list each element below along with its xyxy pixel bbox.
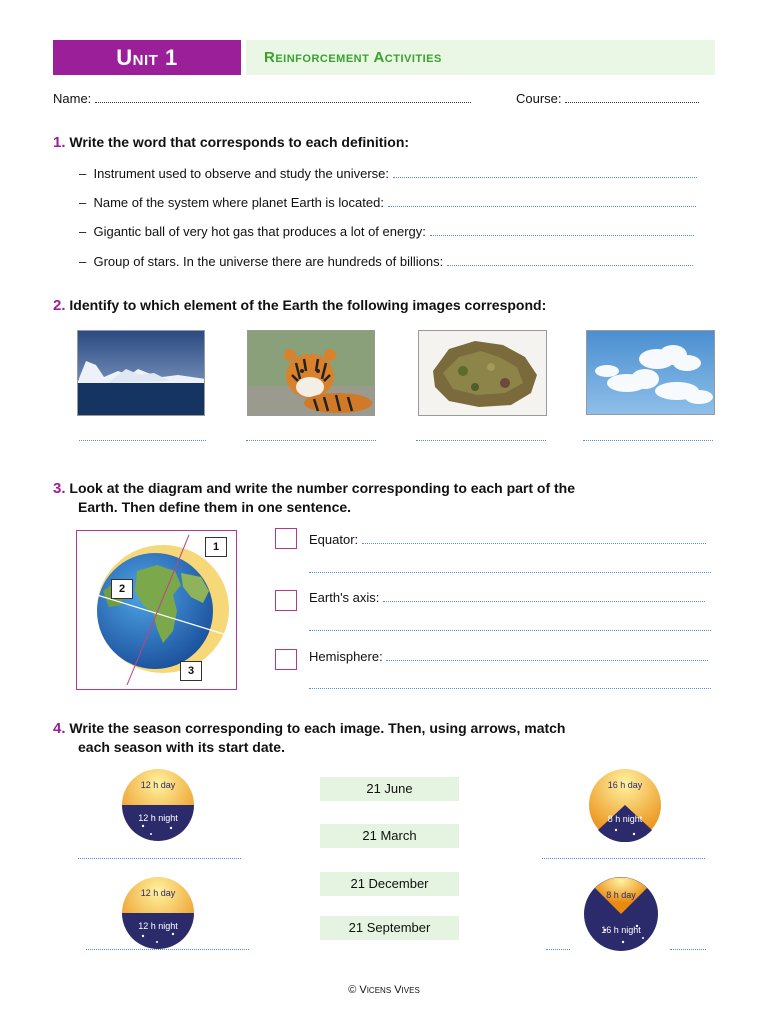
question-text-2: each season with its start date. [78, 739, 285, 755]
name-line [53, 91, 471, 106]
date-box[interactable]: 21 June [320, 777, 459, 801]
date-box[interactable]: 21 March [320, 824, 459, 848]
night-label: 12 h night [138, 813, 178, 823]
label-3: 3 [180, 661, 202, 681]
daylight-dial [121, 768, 195, 842]
item-text: Gigantic ball of very hot gas that produces a lot of energy: [93, 224, 426, 239]
answer-line[interactable] [386, 650, 708, 661]
question-2 [53, 296, 546, 315]
question-text: Identify to which element of the Earth the following images correspond: [69, 297, 547, 313]
day-label: 8 h day [606, 890, 636, 900]
day-label: 12 h day [140, 780, 176, 790]
answer-line[interactable] [447, 255, 693, 266]
night-label: 12 h night [138, 921, 178, 931]
answer-line[interactable] [430, 225, 694, 236]
answer-line[interactable] [246, 430, 376, 441]
q1-item: – Instrument used to observe and study the universe: [79, 166, 715, 181]
answer-line[interactable] [388, 196, 696, 207]
section-title: Reinforcement Activities [246, 40, 715, 75]
answer-line[interactable] [79, 430, 206, 441]
question-text: Write the word that corresponds to each definition: [69, 134, 410, 150]
copyright-footer: © Vicens Vives [348, 984, 420, 996]
item-text: Instrument used to observe and study the universe: [93, 166, 390, 181]
day-label: 12 h day [140, 888, 176, 898]
answer-line[interactable] [383, 591, 705, 602]
question-number: 4. [53, 720, 66, 737]
course-label: Course: [516, 91, 562, 106]
q1-item: – Gigantic ball of very hot gas that produces a lot of energy: [79, 224, 715, 239]
season-answer-line[interactable] [546, 939, 570, 950]
icebergs-image [77, 330, 205, 416]
answer-line[interactable] [416, 430, 546, 441]
equator-checkbox[interactable] [275, 528, 297, 549]
term-label: Equator: [309, 532, 359, 547]
answer-line[interactable] [393, 167, 697, 178]
night-label: 8 h night [607, 814, 643, 824]
tiger-image [247, 330, 375, 416]
name-field[interactable] [95, 92, 471, 103]
clouds-image [586, 330, 715, 415]
label-2: 2 [111, 579, 133, 599]
question-number: 1. [53, 134, 66, 151]
term-label: Hemisphere: [309, 649, 383, 664]
season-answer-line[interactable] [78, 848, 241, 859]
question-text: Write the season corresponding to each image. Then, using arrows, match [69, 720, 566, 736]
course-field[interactable] [565, 92, 699, 103]
label-1: 1 [205, 537, 227, 557]
question-number: 2. [53, 297, 66, 314]
answer-line[interactable] [309, 562, 711, 573]
term-label: Earth's axis: [309, 590, 380, 605]
unit-title: Unit 1 [53, 40, 241, 75]
season-answer-line[interactable] [86, 939, 249, 950]
date-box[interactable]: 21 December [320, 872, 459, 896]
item-text: Name of the system where planet Earth is located: [93, 195, 384, 210]
equator-line [309, 532, 706, 547]
question-1 [53, 133, 409, 152]
season-answer-line[interactable] [542, 848, 705, 859]
answer-line[interactable] [309, 620, 711, 631]
question-4 [53, 719, 633, 756]
q1-item: – Group of stars. In the universe there are hundreds of billions: [79, 254, 715, 269]
answer-line[interactable] [362, 533, 706, 544]
day-label: 16 h day [607, 780, 643, 790]
axis-checkbox[interactable] [275, 590, 297, 611]
question-3 [53, 479, 633, 516]
earth-diagram [76, 530, 237, 690]
question-text-2: Earth. Then define them in one sentence. [78, 499, 352, 515]
axis-line [309, 590, 705, 605]
daylight-dial [583, 876, 659, 952]
daylight-dial [588, 768, 662, 842]
q1-item: – Name of the system where planet Earth is located: [79, 195, 715, 210]
season-answer-line[interactable] [670, 939, 706, 950]
question-number: 3. [53, 480, 66, 497]
answer-line[interactable] [309, 678, 711, 689]
hemisphere-line [309, 649, 708, 664]
rock-image [418, 330, 547, 416]
answer-line[interactable] [583, 430, 713, 441]
hemisphere-checkbox[interactable] [275, 649, 297, 670]
question-text: Look at the diagram and write the number corresponding to each part of the [69, 480, 576, 496]
course-line [516, 91, 699, 106]
item-text: Group of stars. In the universe there are hundreds of billions: [93, 254, 444, 269]
name-label: Name: [53, 91, 92, 106]
night-label: 16 h night [601, 925, 641, 935]
date-box[interactable]: 21 September [320, 916, 459, 940]
